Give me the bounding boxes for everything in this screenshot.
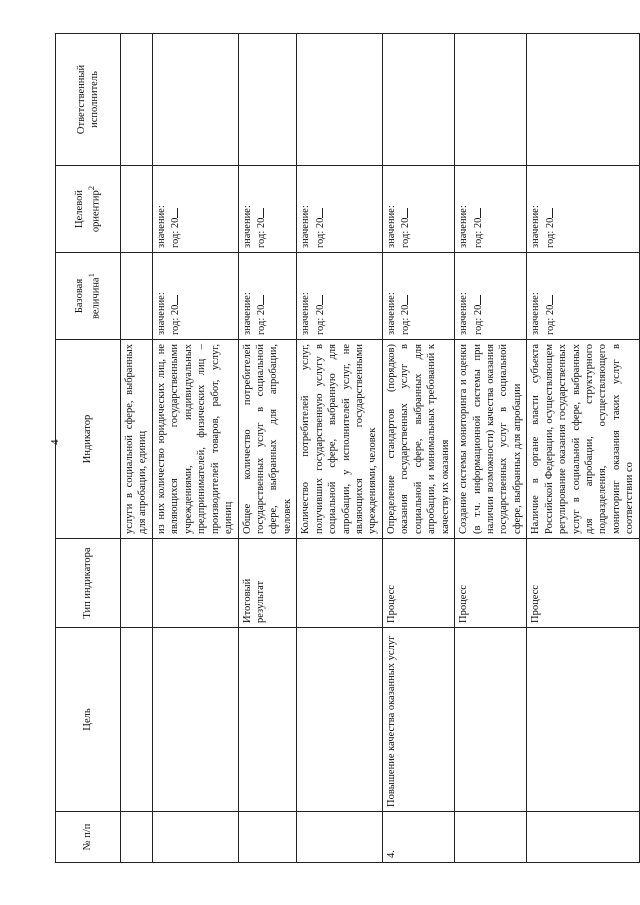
header-type: Тип индикатора bbox=[56, 539, 121, 628]
cell-goal bbox=[238, 628, 297, 812]
cell-indicator: Определение стандартов (порядков) оказания государственных услуг в социальной сфере, выбранных для апробации, и минимальных требований к качеству их оказания bbox=[382, 340, 454, 539]
cell-indicator: Наличие в органе власти субъекта Российской Федерации, осуществляющем регулирование оказания государственных услуг в социальной сфере, выбранных для апробации, структурного подразделения, осуществляющего мониторинг оказания таких услуг в соответствии со bbox=[527, 340, 640, 539]
header-target-label: Целевой ориентир bbox=[73, 190, 102, 233]
table-row bbox=[238, 34, 297, 863]
header-num: № п/п bbox=[56, 812, 121, 863]
cell-target bbox=[297, 166, 383, 253]
base-year-label: год: 20 bbox=[544, 304, 556, 335]
header-target bbox=[56, 166, 121, 253]
cell-indicator: услуги в социальной сфере, выбранных для апробации, единиц bbox=[121, 340, 153, 539]
cell-goal bbox=[297, 628, 383, 812]
target-value-label: значение: bbox=[300, 205, 312, 248]
target-year bbox=[254, 170, 268, 248]
base-year bbox=[254, 257, 268, 335]
table-row bbox=[382, 34, 454, 863]
year-blank bbox=[398, 295, 408, 305]
cell-type bbox=[121, 539, 153, 628]
cell-type bbox=[152, 539, 238, 628]
target-year-label: год: 20 bbox=[314, 217, 326, 248]
target-value-label: значение: bbox=[155, 205, 167, 248]
cell-base bbox=[238, 253, 297, 340]
target-value-label: значение: bbox=[385, 205, 397, 248]
cell-responsible bbox=[152, 34, 238, 166]
cell-target bbox=[152, 166, 238, 253]
cell-goal bbox=[152, 628, 238, 812]
cell-target bbox=[455, 166, 527, 253]
cell-base bbox=[121, 253, 153, 340]
cell-num bbox=[297, 812, 383, 863]
year-blank bbox=[543, 208, 553, 218]
table-row bbox=[121, 34, 153, 863]
target-year bbox=[313, 170, 327, 248]
target-year-label: год: 20 bbox=[255, 217, 267, 248]
year-blank bbox=[313, 295, 323, 305]
cell-num bbox=[152, 812, 238, 863]
base-year-label: год: 20 bbox=[170, 304, 182, 335]
year-blank bbox=[254, 208, 264, 218]
year-blank bbox=[254, 295, 264, 305]
cell-responsible bbox=[527, 34, 640, 166]
base-value-label: значение: bbox=[241, 292, 253, 335]
cell-indicator: Создание системы мониторинга и оценки (в т.ч. информационной системы при наличии возможности) качества оказания государственных услуг в социальной сфере, выбранных для апробации bbox=[455, 340, 527, 539]
year-blank bbox=[471, 295, 481, 305]
cell-goal bbox=[455, 628, 527, 812]
cell-base bbox=[297, 253, 383, 340]
target-year-label: год: 20 bbox=[472, 217, 484, 248]
target-year-label: год: 20 bbox=[400, 217, 412, 248]
cell-target bbox=[121, 166, 153, 253]
cell-goal bbox=[527, 628, 640, 812]
table-row bbox=[152, 34, 238, 863]
cell-responsible bbox=[297, 34, 383, 166]
table-header-row bbox=[56, 34, 121, 863]
base-value-label: значение: bbox=[300, 292, 312, 335]
year-blank bbox=[471, 208, 481, 218]
target-value-label: значение: bbox=[241, 205, 253, 248]
cell-base bbox=[152, 253, 238, 340]
cell-responsible bbox=[121, 34, 153, 166]
year-blank bbox=[168, 208, 178, 218]
cell-type: Итоговый результат bbox=[238, 539, 297, 628]
header-base-label: Базовая величина bbox=[73, 277, 102, 319]
cell-responsible bbox=[382, 34, 454, 166]
target-year bbox=[168, 170, 182, 248]
base-year bbox=[471, 257, 485, 335]
cell-indicator: Общее количество потребителей государственных услуг в социальной сфере, выбранных для апробации, человек bbox=[238, 340, 297, 539]
base-year bbox=[398, 257, 412, 335]
page-number: 4 bbox=[49, 439, 61, 445]
year-blank bbox=[398, 208, 408, 218]
base-value-label: значение: bbox=[385, 292, 397, 335]
target-year bbox=[543, 170, 557, 248]
year-blank bbox=[313, 208, 323, 218]
cell-base bbox=[455, 253, 527, 340]
header-goal: Цель bbox=[56, 628, 121, 812]
target-year-label: год: 20 bbox=[170, 217, 182, 248]
cell-target bbox=[238, 166, 297, 253]
cell-base bbox=[382, 253, 454, 340]
table-row bbox=[297, 34, 383, 863]
cell-base bbox=[527, 253, 640, 340]
indicators-table bbox=[55, 33, 640, 863]
cell-indicator: Количество потребителей услуг, получивших государственную услугу в социальной сфере, выбранную для апробации, у исполнителей услуг, не являющихся государственными учреждениями, человек bbox=[297, 340, 383, 539]
base-year bbox=[168, 257, 182, 335]
target-value-label: значение: bbox=[458, 205, 470, 248]
rotated-table-container bbox=[55, 33, 636, 863]
cell-goal bbox=[121, 628, 153, 812]
cell-num bbox=[121, 812, 153, 863]
header-base-footnote: 1 bbox=[86, 273, 97, 278]
base-value-label: значение: bbox=[155, 292, 167, 335]
table-row bbox=[455, 34, 527, 863]
year-blank bbox=[168, 295, 178, 305]
cell-target bbox=[382, 166, 454, 253]
cell-responsible bbox=[455, 34, 527, 166]
base-year bbox=[313, 257, 327, 335]
cell-goal: Повышение качества оказанных услуг bbox=[382, 628, 454, 812]
cell-responsible bbox=[238, 34, 297, 166]
base-value-label: значение: bbox=[530, 292, 542, 335]
target-year bbox=[471, 170, 485, 248]
target-year bbox=[398, 170, 412, 248]
target-value-label: значение: bbox=[530, 205, 542, 248]
header-responsible: Ответственный исполнитель bbox=[56, 34, 121, 166]
header-base bbox=[56, 253, 121, 340]
cell-target bbox=[527, 166, 640, 253]
base-year-label: год: 20 bbox=[472, 304, 484, 335]
base-value-label: значение: bbox=[458, 292, 470, 335]
header-target-footnote: 2 bbox=[86, 185, 97, 191]
base-year-label: год: 20 bbox=[400, 304, 412, 335]
target-year-label: год: 20 bbox=[544, 217, 556, 248]
header-indicator: Индикатор bbox=[56, 340, 121, 539]
cell-type: Процесс bbox=[527, 539, 640, 628]
base-year-label: год: 20 bbox=[255, 304, 267, 335]
cell-num bbox=[527, 812, 640, 863]
cell-num bbox=[455, 812, 527, 863]
cell-num bbox=[238, 812, 297, 863]
year-blank bbox=[543, 295, 553, 305]
cell-type bbox=[297, 539, 383, 628]
base-year-label: год: 20 bbox=[314, 304, 326, 335]
cell-type: Процесс bbox=[455, 539, 527, 628]
cell-type: Процесс bbox=[382, 539, 454, 628]
cell-num: 4. bbox=[382, 812, 454, 863]
table-row bbox=[527, 34, 640, 863]
cell-indicator: из них количество юридических лиц, не являющихся государственными учреждениями, индивидуальных предпринимателей, физических лиц – производителей товаров, работ, услуг, единиц bbox=[152, 340, 238, 539]
base-year bbox=[543, 257, 557, 335]
